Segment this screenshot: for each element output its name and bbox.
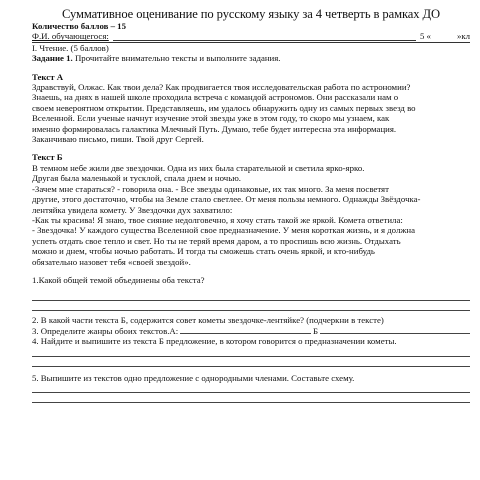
text-a-line: Знаешь, на днях в нашей школе проходила встреча с командой астрономов. Они рассказали нам о xyxy=(32,92,399,103)
text-a-line: именно формировалась галактика Млечный Путь. Думаю, тебе будет интересна эта информация. xyxy=(32,123,397,134)
page-title: Суммативное оценивание по русскому языку за 4 четверть в рамках ДО xyxy=(61,7,441,21)
question-5: 5. Выпишите из текстов одно предложение с однородными членами. Составьте схему. xyxy=(32,372,355,383)
answer-line-4[interactable] xyxy=(32,347,470,357)
section-label: I. Чтение. (5 баллов) xyxy=(32,42,109,53)
student-label: Ф.И. обучающегося: xyxy=(32,31,109,42)
answer-line-1b[interactable] xyxy=(32,301,470,311)
text-b-heading: Текст Б xyxy=(32,152,63,163)
text-b-line: другие, этого достаточно, чтобы на Земле стало светлее. От меня пользы немного. Однажды Звёздочка- xyxy=(32,194,421,205)
text-a-line: Заканчиваю письмо, пиши. Твой друг Сергей. xyxy=(32,134,204,145)
text-b-line: -Зачем мне стараться? - говорила она. - Все звезды одинаковые, их так много. За меня посветят xyxy=(32,183,389,194)
task-text: Прочитайте внимательно тексты и выполните задания. xyxy=(74,53,281,64)
text-a-body xyxy=(32,82,470,144)
answer-line-4b[interactable] xyxy=(32,357,470,367)
student-name-field[interactable] xyxy=(113,31,416,41)
answer-line-5b[interactable] xyxy=(32,393,470,403)
class-field[interactable] xyxy=(431,31,457,41)
text-b-body xyxy=(32,163,470,267)
text-b-line: лентяйка увидела комету. У Звездочки дух захватило: xyxy=(32,204,233,215)
answer-line-5[interactable] xyxy=(32,383,470,393)
answer-field-3a[interactable] xyxy=(180,326,311,334)
task-label: Задание 1. xyxy=(32,53,73,64)
question-4: 4. Найдите и выпишите из текста Б предложение, в котором говорится о предназначении кометы. xyxy=(32,336,397,347)
class-suffix: »кл xyxy=(456,31,470,42)
question-3: 3. Определите жанры обоих текстов.А: xyxy=(32,325,179,336)
text-a-line: своем невероятном открытии. Представляешь, им удалось обнаружить одну из самых первых звезд во xyxy=(32,102,416,113)
class-label: 5 « xyxy=(419,31,431,42)
question-3-b: Б xyxy=(312,325,318,336)
text-b-line: В темном небе жили две звездочки. Одна из них была старательной и светила ярко-ярко. xyxy=(32,162,365,173)
text-b-line: можно и днем, чтобы ночью работать. И тогда ты сможешь стать очень яркой, и кто-нибудь xyxy=(32,246,375,257)
text-b-line: успеть отдать свое тепло и свет. Но ты не теряй время даром, а то проспишь всю жизнь. Отдыхать xyxy=(32,235,401,246)
text-b-line: обязательно назовет тебя «своей звездой». xyxy=(32,256,191,267)
text-a-line: Здравствуй, Олжас. Как твои дела? Как продвигается твоя исследовательская работа по астрономии? xyxy=(32,82,411,93)
answer-line-1[interactable] xyxy=(32,291,470,301)
question-2: 2. В какой части текста Б, содержится совет кометы звездочке-лентяйке? (подчеркни в тексте) xyxy=(32,315,384,326)
text-a-heading: Текст А xyxy=(32,71,64,82)
answer-field-3b[interactable] xyxy=(320,326,470,334)
text-b-line: Другая была маленькой и тусклой, спала днем и ночью. xyxy=(32,173,241,184)
points-label: Количество баллов – 15 xyxy=(32,21,126,31)
text-b-line: - Звездочка! У каждого существа Вселенной свое предназначение. У меня короткая жизнь, и я должна xyxy=(32,225,416,236)
text-a-line: Вселенной. Если ученые начнут изучение этой звезды уже в этом году, то скоро мы узнаем, как xyxy=(32,113,390,124)
question-3-row xyxy=(32,326,470,336)
question-1: 1.Какой общей темой объединены оба текста? xyxy=(32,274,205,285)
text-b-line: -Как ты красива! Я знаю, твое сияние недолговечно, я хочу стать такой же яркой. Комета ответила: xyxy=(32,214,403,225)
student-name-row xyxy=(32,31,470,41)
